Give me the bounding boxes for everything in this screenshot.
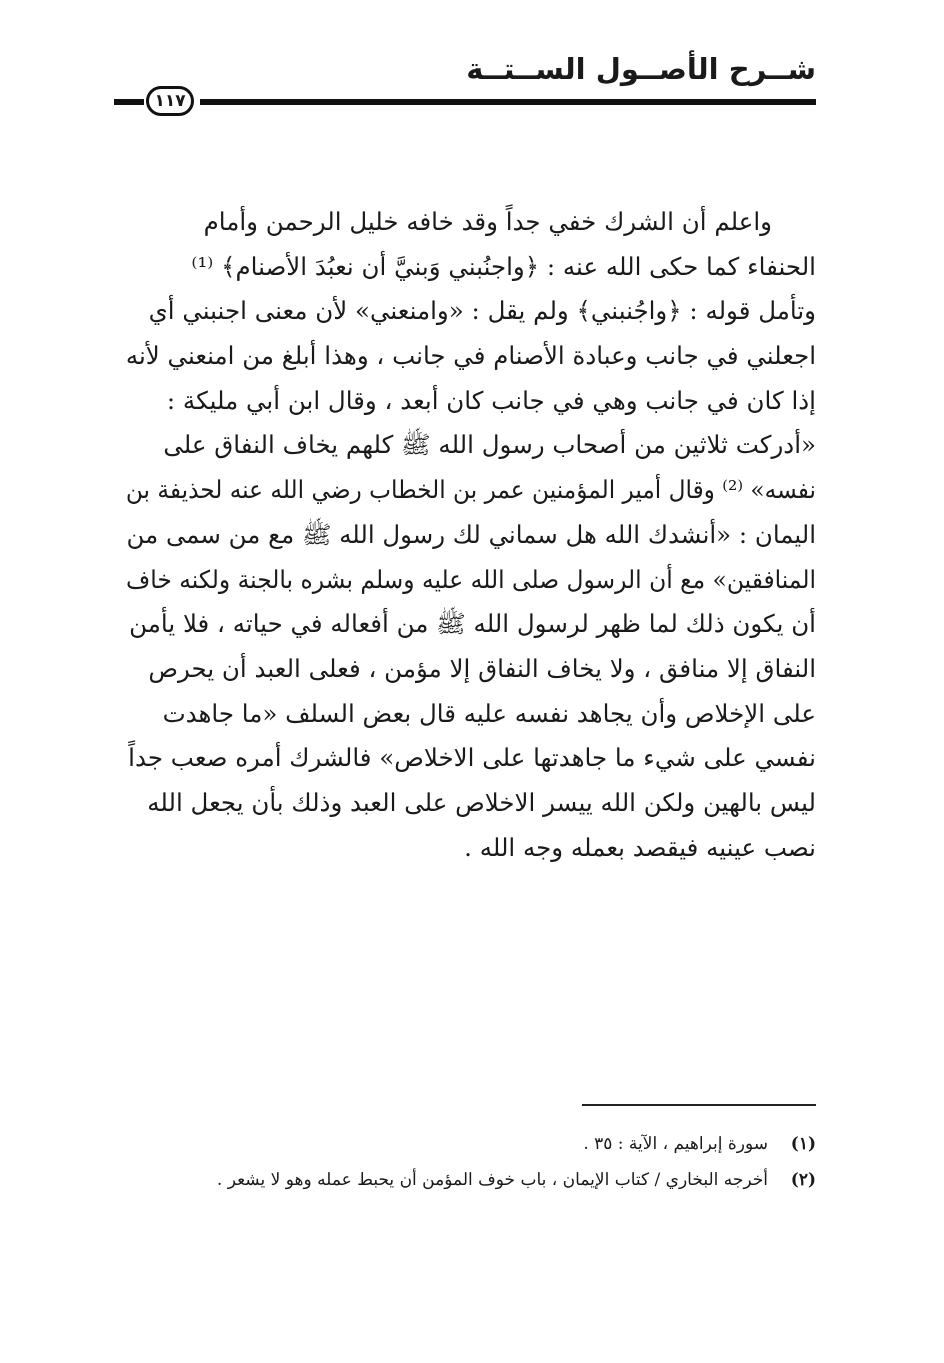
body-line: نفسه» ⁽²⁾ وقال أمير المؤمنين عمر بن الخطاب رضي الله عنه لحذيفة بن	[125, 475, 816, 505]
footnote-text: سورة إبراهيم ، الآية : ٣٥ .	[583, 1134, 768, 1154]
body-line: اليمان : «أنشدك الله هل سماني لك رسول الله ﷺ مع من سمى من	[126, 519, 816, 549]
header-rule-end	[114, 99, 144, 105]
body-line: اجعلني في جانب وعبادة الأصنام في جانب ، وهذا أبلغ من امنعني لأنه	[125, 341, 817, 371]
footnote-number: (١)	[790, 1134, 816, 1154]
page-number: ١١٧	[146, 86, 194, 116]
footnote-number: (٢)	[790, 1170, 816, 1190]
running-title: شــرح الأصــول الســتــة	[466, 52, 816, 86]
body-line: «أدركت ثلاثين من أصحاب رسول الله ﷺ كلهم يخاف النفاق على	[163, 430, 816, 460]
body-line: على الإخلاص وأن يجاهد نفسه عليه قال بعض السلف «ما جاهدت	[162, 698, 816, 728]
body-line: نفسي على شيء ما جاهدتها على الاخلاص» فالشرك أمره صعب جداً	[128, 743, 816, 773]
footnote	[126, 1162, 816, 1198]
footnotes	[126, 1126, 816, 1198]
body-line: إذا كان في جانب وهي في جانب كان أبعد ، وقال ابن أبي مليكة :	[166, 385, 816, 415]
header-rule	[200, 99, 816, 105]
body-text	[126, 200, 816, 870]
footnote-separator	[582, 1104, 816, 1106]
body-line: الحنفاء كما حكى الله عنه : ﴿واجنُبني وَبنيَّ أن نعبُدَ الأصنام﴾ ⁽¹⁾	[191, 251, 816, 281]
footnote	[126, 1126, 816, 1162]
body-line: أن يكون ذلك لما ظهر لرسول الله ﷺ من أفعاله في حياته ، فلا يأمن	[129, 609, 816, 639]
body-line: النفاق إلا منافق ، ولا يخاف النفاق إلا مؤمن ، فعلى العبد أن يحرص	[148, 653, 816, 683]
body-line: ليس بالهين ولكن الله ييسر الاخلاص على العبد وذلك بأن يجعل الله	[147, 787, 816, 817]
body-line: وتأمل قوله : ﴿واجُنبني﴾ ولم يقل : «وامنعني» لأن معنى اجنبني أي	[148, 296, 816, 326]
body-line: المنافقين» مع أن الرسول صلى الله عليه وسلم بشره بالجنة ولكنه خاف	[126, 564, 816, 594]
body-line: نصب عينيه فيقصد بعمله وجه الله .	[464, 832, 816, 862]
body-line: واعلم أن الشرك خفي جداً وقد خافه خليل الرحمن وأمام	[203, 207, 772, 236]
footnote-text: أخرجه البخاري / كتاب الإيمان ، باب خوف المؤمن أن يحبط عمله وهو لا يشعر .	[216, 1170, 768, 1190]
